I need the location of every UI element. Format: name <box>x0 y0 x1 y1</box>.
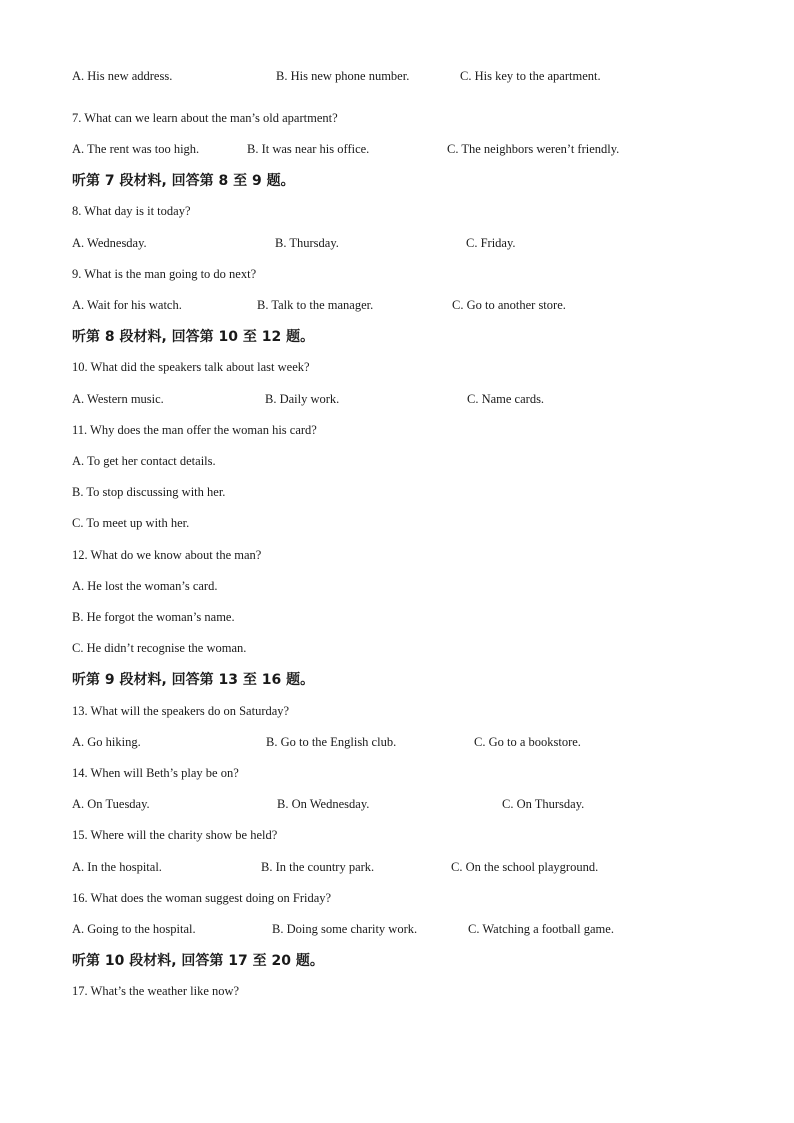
q9-option-c: C. Go to another store. <box>452 298 566 312</box>
q9-question: 9. What is the man going to do next? <box>72 267 257 281</box>
q14-option-b: B. On Wednesday. <box>277 797 370 811</box>
q8-option-b: B. Thursday. <box>275 236 339 250</box>
q15-option-c: C. On the school playground. <box>451 860 599 874</box>
q11-option-a: A. To get her contact details. <box>72 454 216 468</box>
q6-option-b: B. His new phone number. <box>276 69 410 83</box>
section-heading-7: 听第 7 段材料, 回答第 8 至 9 题。 <box>72 173 295 189</box>
q7-question: 7. What can we learn about the man’s old apartment? <box>72 111 338 125</box>
q16-option-b: B. Doing some charity work. <box>272 922 418 936</box>
q11-option-b: B. To stop discussing with her. <box>72 485 226 499</box>
q13-option-a: A. Go hiking. <box>72 735 141 749</box>
q14-option-a: A. On Tuesday. <box>72 797 150 811</box>
q7-option-c: C. The neighbors weren’t friendly. <box>447 142 620 156</box>
q14-question: 14. When will Beth’s play be on? <box>72 766 239 780</box>
q8-question: 8. What day is it today? <box>72 204 191 218</box>
section-heading-8: 听第 8 段材料, 回答第 10 至 12 题。 <box>72 329 315 345</box>
q12-option-c: C. He didn’t recognise the woman. <box>72 641 247 655</box>
q12-option-a: A. He lost the woman’s card. <box>72 579 218 593</box>
q7-option-b: B. It was near his office. <box>247 142 370 156</box>
section-heading-9: 听第 9 段材料, 回答第 13 至 16 题。 <box>72 672 315 688</box>
q11-option-c: C. To meet up with her. <box>72 516 190 530</box>
q16-question: 16. What does the woman suggest doing on Friday? <box>72 891 332 905</box>
q12-option-b: B. He forgot the woman’s name. <box>72 610 235 624</box>
q8-option-c: C. Friday. <box>466 236 516 250</box>
section-heading-10: 听第 10 段材料, 回答第 17 至 20 题。 <box>72 953 324 969</box>
q9-option-b: B. Talk to the manager. <box>257 298 374 312</box>
q14-option-c: C. On Thursday. <box>502 797 585 811</box>
q10-option-a: A. Western music. <box>72 392 164 406</box>
q6-option-c: C. His key to the apartment. <box>460 69 601 83</box>
q10-option-b: B. Daily work. <box>265 392 340 406</box>
q8-option-a: A. Wednesday. <box>72 236 147 250</box>
q16-option-c: C. Watching a football game. <box>468 922 614 936</box>
q15-option-b: B. In the country park. <box>261 860 375 874</box>
q15-option-a: A. In the hospital. <box>72 860 162 874</box>
q6-option-a: A. His new address. <box>72 69 173 83</box>
q11-question: 11. Why does the man offer the woman his card? <box>72 423 317 437</box>
q9-option-a: A. Wait for his watch. <box>72 298 182 312</box>
q12-question: 12. What do we know about the man? <box>72 548 262 562</box>
q17-question: 17. What’s the weather like now? <box>72 984 240 998</box>
q13-option-c: C. Go to a bookstore. <box>474 735 581 749</box>
q13-option-b: B. Go to the English club. <box>266 735 397 749</box>
q10-option-c: C. Name cards. <box>467 392 545 406</box>
q16-option-a: A. Going to the hospital. <box>72 922 196 936</box>
q13-question: 13. What will the speakers do on Saturday? <box>72 704 290 718</box>
q15-question: 15. Where will the charity show be held? <box>72 828 278 842</box>
q10-question: 10. What did the speakers talk about last week? <box>72 360 310 374</box>
q7-option-a: A. The rent was too high. <box>72 142 200 156</box>
